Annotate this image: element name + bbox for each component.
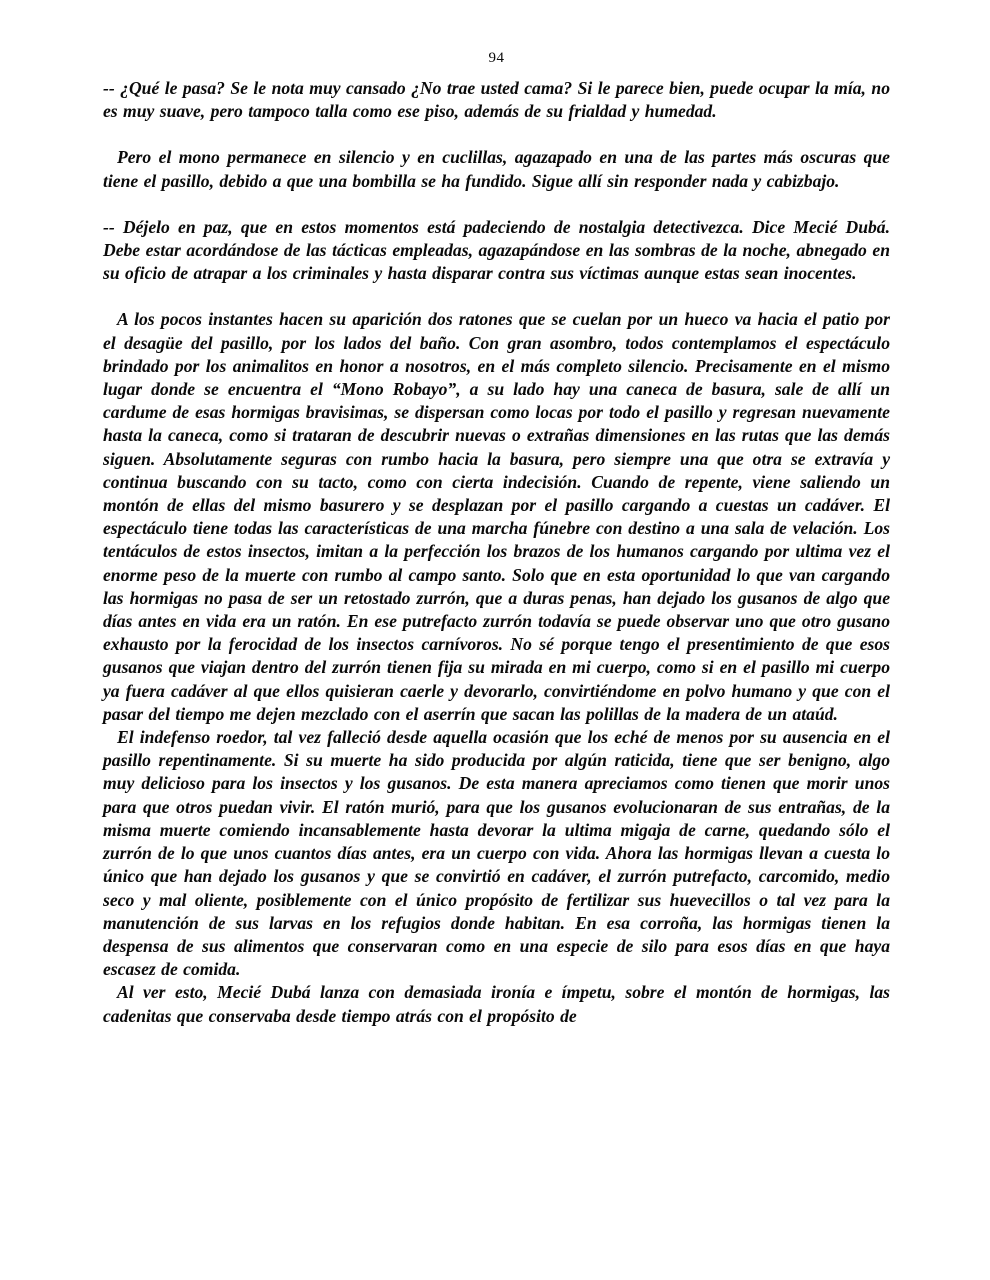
paragraph-narration-4: Al ver esto, Mecié Dubá lanza con demasiada ironía e ímpetu, sobre el montón de hormigas, las cadenitas que conservaba desde tiempo atrás con el propósito de [103,982,890,1026]
paragraph-dialogue-2: -- Déjelo en paz, que en estos momentos está padeciendo de nostalgia detectivezca. Dice Mecié Dubá. Debe estar acordándose de las tácticas empleadas, agazapándose en las sombras de la noche, abnegado en su oficio de atrapar a los criminales y hasta disparar contra sus víctimas aunque estas sean inocentes. [103,216,890,284]
paragraph-dialogue-1: -- ¿Qué le pasa? Se le nota muy cansado ¿No trae usted cama? Si le parece bien, puede ocupar la mía, no es muy suave, pero tampoco talla como ese piso, además de su frialdad y humedad. [103,78,890,122]
paragraph-narration-3: El indefenso roedor, tal vez falleció desde aquella ocasión que los eché de menos por su ausencia en el pasillo repentinamente. Si su muerte ha sido producida por algún raticida, tiene que ser benigno, algo muy delicioso para los insectos y los gusanos. De esta manera apreciamos como tienen que morir unos para que otros puedan vivir. El ratón murió, para que los gusanos evolucionaran de sus entrañas, de la misma muerte comiendo incansablemente hasta devorar la ultima migaja de carne, quedando sólo el zurrón de lo que unos cuantos días antes, era un cuerpo con vida. Ahora las hormigas llevan a cuesta lo único que han dejado los gusanos y que se convirtió en cadáver, el zurrón putrefacto, carcomido, medio seco y mal oliente, posiblemente con el único propósito de fertilizar sus huevecillos o tal vez para la manutención de sus larvas en los refugios donde habitan. En esa corroña, las hormigas tienen la despensa de sus alimentos que conservaran como en una especie de silo para esos días en que haya escasez de comida. [103,727,890,980]
page-number: 94 [488,50,505,66]
paragraph-narration-2: A los pocos instantes hacen su aparición dos ratones que se cuelan por un hueco va hacia el patio por el desagüe del pasillo, por los lados del baño. Con gran asombro, todos contemplamos el espectáculo brindado por los animalitos en honor a nosotros, en el más completo silencio. Precisamente en el mismo lugar donde se encuentra el “Mono Robayo”, a su lado hay una caneca de basura, sale de allí un cardume de esas hormigas bravisimas, se dispersan como locas por todo el pasillo y regresan nuevamente hasta la caneca, como si trataran de descubrir nuevas o extrañas dimensiones en las rutas que las demás siguen. Absolutamente seguras con rumbo hacia la basura, pero siempre una que otra se extravía y continua buscando con su tacto, como con cierta indecisión. Cuando de repente, viene saliendo un montón de ellas del mismo basurero y se desplazan por el pasillo cargando a cuestas un cadáver. El espectáculo tiene todas las características de una marcha fúnebre con destino a una sala de velación. Los tentáculos de estos insectos, imitan a la perfección los brazos de los humanos cargando por ultima vez el enorme peso de la muerte con rumbo al campo santo. Solo que en esta oportunidad lo que van cargando las hormigas no pasa de ser un retostado zurrón, que a duras penas, han dejado los gusanos de algo que días antes en vida era un ratón. En ese putrefacto zurrón todavía se puede observar uno que otro gusano exhausto por la ferocidad de los insectos carnívoros. No sé porque tengo el presentimiento de que esos gusanos que viajan dentro del zurrón tienen fija su mirada en mi cuerpo, como si en el pasillo mi cuerpo ya fuera cadáver al que ellos quisieran caerle y devorarlo, convirtiéndome en polvo humano y que con el pasar del tiempo me dejen mezclado con el aserrín que sacan las polillas de la madera de un ataúd. [103,309,890,724]
paragraph-narration-1: Pero el mono permanece en silencio y en cuclillas, agazapado en una de las partes más oscuras que tiene el pasillo, debido a que una bombilla se ha fundido. Sigue allí sin responder nada y cabizbajo. [103,147,890,191]
